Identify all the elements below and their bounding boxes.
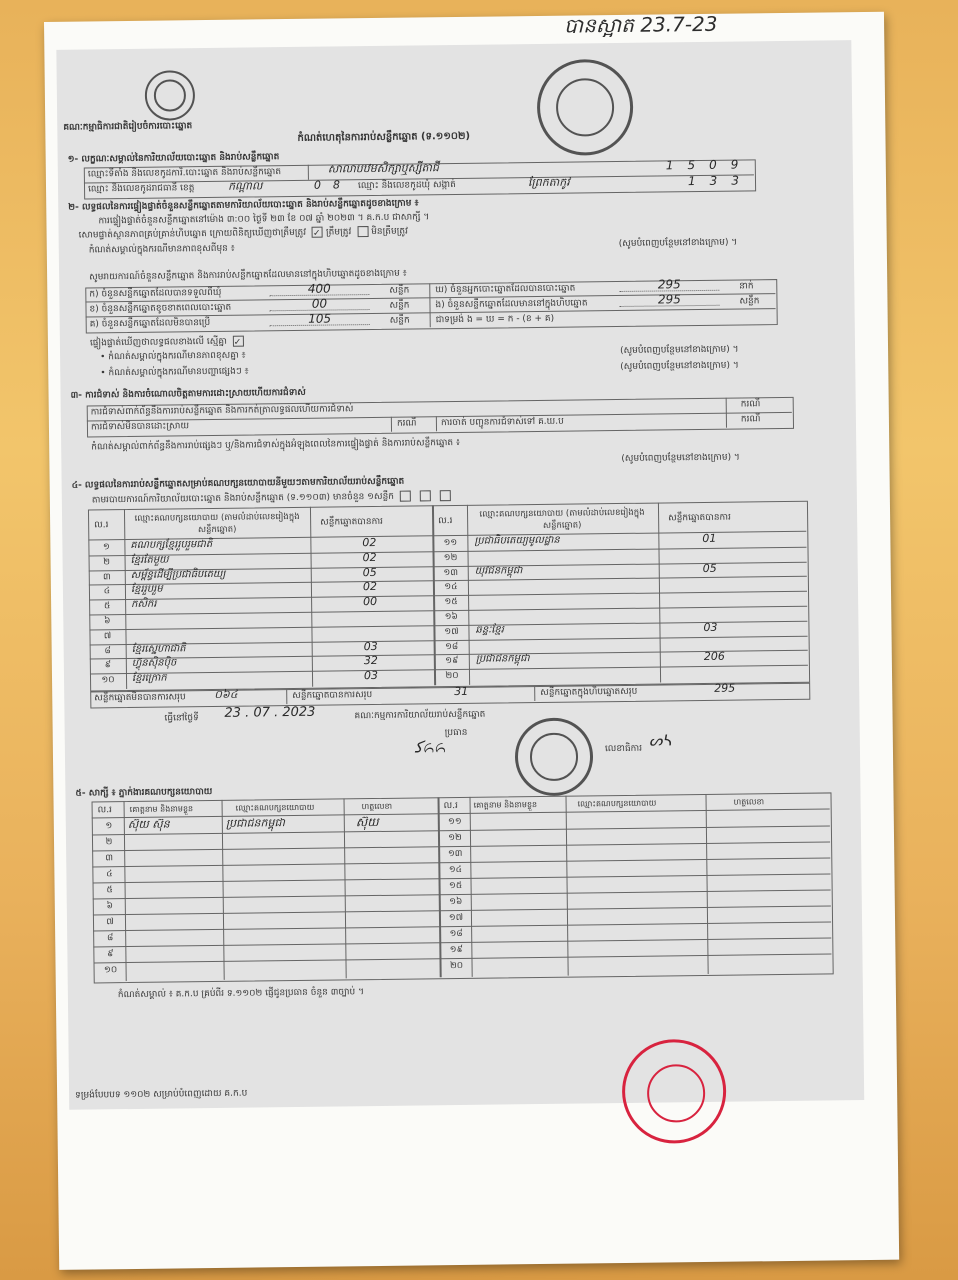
checkbox-no[interactable] (357, 226, 368, 237)
party-row-no: ៩ (104, 660, 112, 671)
witness-row-no: ៣ (105, 853, 114, 864)
witness-row-no: ១៥ (448, 880, 463, 892)
count-gho-unit: នាក់ (739, 281, 754, 292)
section2-line1: ការផ្ទៀងផ្ទាត់ចំនួនសន្លឹកឆ្នោតនៅម៉ោង ៣:០០ ថ្ងៃទី ២៣ ខែ ០៧ ឆ្នាំ ២០២៣ ។ គ.ក.ប ជាសាក្សី ។ (98, 212, 430, 227)
objection-row1-case: ករណី (740, 399, 761, 410)
party-row-no: ១៩ (445, 656, 459, 667)
photocopy-area (56, 40, 864, 1110)
ministry-name: គណៈកម្មាធិការជាតិរៀបចំការបោះឆ្នោត (63, 121, 193, 133)
party-row-name: ខ្មែរក្រោក (131, 672, 167, 685)
checkbox-equal[interactable]: ✓ (233, 336, 244, 347)
count-ka-value: 400 (269, 282, 369, 296)
party-row-no: ១៦ (444, 611, 458, 623)
witness-row-no: ១៧ (448, 912, 464, 924)
province-value: កណ្តាល (227, 179, 263, 193)
witness-row-no: ១៣ (447, 848, 463, 860)
witness-row-no: ១២ (448, 832, 462, 844)
party-row-votes: 02 (362, 580, 378, 594)
witness-col-sign-right: ហត្ថលេខា (733, 797, 765, 807)
chair-signature: ﮐ᭖᭖ (414, 737, 446, 757)
witness-row-name: ស៊ុយ ស៊ុន (127, 817, 170, 832)
objection-row2b: ការចាត់ បញ្ជូនការជំទាស់ទៅ គ.ឃ.ប (440, 416, 564, 429)
count-ngo-label: ង) ចំនួនសន្លឹកឆ្នោតដែលមាននៅក្នុងហិបឆ្នោត (435, 298, 588, 311)
witness-row-sign: ស៊ុយ (355, 814, 379, 830)
witness-row-no: ៥ (106, 885, 113, 896)
red-seal-icon (621, 1039, 726, 1144)
province-code: 08 (313, 178, 353, 192)
witness-row-no: ៧ (106, 917, 114, 928)
top-note: បានស្អាត 23.7-23 (563, 11, 718, 38)
section2-line2: សោមផ្ទាត់ស្ថានភាពគ្រប់គ្រាន់ហិបឆ្នោត ក្រោយពិនិត្យឃើញថាត្រឹមត្រូវ ✓ ត្រឹមត្រូវ មិនត្រឹមត្រូវ (78, 226, 409, 241)
party-row-name: ប្រជាជនកម្ពុជា (475, 653, 530, 666)
party-row-votes: 32 (363, 654, 378, 668)
witness-row-no: ១១ (447, 816, 462, 828)
party-row-name: ឆន្ទៈខ្មែរ (475, 624, 504, 636)
section2-bullet1: • កំណត់សម្គាល់ក្នុងករណីមានភាពខុសគ្នា ៖ (100, 350, 246, 363)
count-ko-value: 105 (270, 312, 370, 326)
col-party-right: ឈ្មោះគណបក្សនយោបាយ (តាមលំដាប់លេខរៀងក្នុងសន្លឹកឆ្នោត) (479, 507, 645, 531)
section2-hint: (សូមបំពេញបន្ថែមនៅខាងក្រោម) ។ (618, 237, 738, 249)
party-row-name: គណបក្សខ្មែររួបរួមជាតិ (130, 538, 213, 551)
col-party-left: ឈ្មោះគណបក្សនយោបាយ (តាមលំដាប់លេខរៀងក្នុងសន្លឹកឆ្នោត) (134, 511, 300, 536)
party-row-votes: 03 (703, 620, 718, 634)
witness-row-no: ៤ (106, 869, 113, 880)
party-row-votes: 00 (363, 595, 378, 609)
count-formula: ជាទម្រង់ ង = ឃ = ក - (ខ + គ) (435, 313, 555, 326)
total-bad-label: សន្លឹកឆ្នោតមិនបានការសរុប (94, 692, 186, 704)
party-row-votes: 01 (702, 531, 717, 545)
party-row-no: ១៤ (444, 582, 458, 593)
witness-col-no-right: ល.រ (443, 801, 458, 812)
witness-row-no: ១៩ (449, 944, 464, 956)
sign-office: គណៈកម្មការការិយាល័យរាប់សន្លឹកឆ្នោត (354, 709, 486, 722)
party-row-name: យុវជនកម្ពុជា (474, 564, 523, 577)
count-kha-label: ខ) ចំនួនសន្លឹកឆ្នោតខូចខាតពេលបោះឆ្នោត (89, 302, 232, 315)
section3-title: ៣- ការជំទាស់ និងការចំណោលចិត្តតាមការដោះស្រាយហើយការជំទាស់ (70, 387, 306, 401)
section2-bullet2-hint: (សូមបំពេញបន្ថែមនៅខាងក្រោម) ។ (620, 360, 739, 372)
count-gho-label: ឃ) ចំនួនអ្នកបោះឆ្នោតដែលបានបោះឆ្នោត (435, 283, 576, 296)
witness-row-no: ១៦ (449, 896, 463, 908)
office-seal-icon (537, 59, 634, 156)
footer-note: កំណត់សម្គាល់ ៖ គ.ក.ប គ្រប់ពីរ ទ.១១០២ ផ្ញើជូនប្រធាន ចំនួន ៣ច្បាប់ ។ (117, 987, 365, 1001)
section3-hint: (សូមបំពេញបន្ថែមនៅខាងក្រោម) ។ (621, 452, 740, 464)
witness-row-no: ២ (105, 837, 113, 848)
footer-form: ទម្រង់បែបបទ ១១០២ សម្រាប់បំពេញដោយ គ.ក.ប (75, 1088, 248, 1101)
party-row-no: ៣ (102, 571, 111, 582)
witness-row-no: ១៤ (448, 864, 463, 876)
site-value: សាលាបឋមសិក្សាឬស្សីតាជី (327, 161, 440, 176)
party-row-name: ប្រជាធិបតេយ្យមូលដ្ឋាន (474, 534, 560, 547)
objection-row1: ការជំទាស់ពាក់ព័ន្ធនឹងការរាប់សន្លឹកឆ្នោត និងការកត់ត្រាលទ្ធផលហើយការជំទាស់ (90, 404, 354, 418)
party-row-no: ១២ (443, 552, 458, 563)
total-box-value: 295 (714, 681, 736, 695)
col-no-right: ល.រ (438, 516, 453, 527)
site-code: 1509 (665, 157, 753, 173)
party-row-no: ២០ (445, 671, 459, 682)
count-ko-unit: សន្លឹក (389, 315, 410, 326)
section2-title: ២- លទ្ធផលនៃការផ្ទៀងផ្ទាត់ចំនួនសន្លឹកឆ្នោតតាមការិយាល័យបោះឆ្នោត និងរាប់សន្លឹកឆ្នោតដូចខាងក្រោម ៖ (68, 198, 419, 213)
party-row-no: ៦ (104, 616, 111, 627)
party-row-votes: 05 (362, 565, 377, 579)
total-good-value: 31 (454, 684, 469, 699)
party-row-votes: 03 (363, 669, 379, 683)
paper-sheet (44, 12, 899, 1270)
count-kha-unit: សន្លឹក (389, 300, 410, 311)
party-row-no: ១៥ (444, 597, 458, 608)
section4-title: ៤- លទ្ធផលនៃការរាប់សន្លឹកឆ្នោតសម្រាប់គណបក្សនយោបាយនីមួយៗតាមការិយាល័យរាប់សន្លឹកឆ្នោត (71, 476, 405, 491)
party-row-no: ១៧ (444, 626, 459, 637)
count-ka-label: ក) ចំនួនសន្លឹកឆ្នោតដែលបានទទួលពីឃុំ (89, 287, 222, 300)
party-row-votes: 03 (363, 639, 378, 653)
col-votes-right: សន្លឹកឆ្នោតបានការ (668, 512, 732, 524)
section2-check: ផ្ទៀងផ្ទាត់ឃើញថាលទ្ធផលខាងលើ ស្មើគ្នា ✓ (90, 336, 247, 350)
chair-label: ប្រធាន (444, 727, 468, 739)
party-row-votes: 02 (362, 535, 377, 550)
witness-row-no: ២០ (449, 960, 464, 972)
col-no-left: ល.រ (94, 520, 109, 531)
party-row-no: ៥ (103, 601, 111, 612)
party-row-name: ខ្មែរស្នេហាជាតិ (131, 642, 186, 655)
witness-row-no: ១០ (103, 965, 118, 976)
party-row-name: ហ៊្វុនស៊ិនប៉ិច (131, 657, 177, 670)
witness-col-no-left: ល.រ (97, 805, 112, 816)
party-row-no: ១៣ (443, 567, 459, 578)
witness-row-no: ១ (105, 821, 113, 832)
checkbox-yes[interactable]: ✓ (312, 227, 323, 238)
count-gho-value: 295 (619, 278, 719, 292)
section2-note: កំណត់សម្គាល់ក្នុងករណីមានភាពខុសពីមុន ៖ (88, 243, 235, 256)
party-row-no: ១០ (101, 675, 115, 686)
witness-col-name-right: គោត្តនាម និងនាមខ្លួន (473, 800, 538, 810)
date-prefix: ធ្វើនៅថ្ងៃទី (164, 713, 199, 724)
party-row-no: ៧ (103, 631, 112, 642)
witness-row-no: ៦ (106, 901, 114, 912)
emblem-icon (145, 70, 196, 121)
section2-bullet2: • កំណត់សម្គាល់ក្នុងករណីមានបញ្ហាផ្សេងៗ ៖ (100, 366, 249, 379)
site-label: ឈ្មោះទីតាំង និងលេខកូដការិ.បោះឆ្នោត និងរាប់សន្លឹកឆ្នោត (87, 167, 282, 180)
party-row-votes: 02 (362, 550, 377, 564)
secretary-label: លេខាធិការ (604, 743, 643, 755)
committee-seal-icon (515, 717, 594, 796)
witness-col-party-right: ឈ្មោះគណបក្សនយោបាយ (577, 798, 657, 809)
section2-bullet1-hint: (សូមបំពេញបន្ថែមនៅខាងក្រោម) ។ (620, 344, 739, 356)
section4-intro: តាមរបាយការណ៍ការិយាល័យបោះឆ្នោត និងរាប់សន្លឹកឆ្នោត (ទ.១១០៣) មានចំនួន ១សន្លឹក (92, 490, 454, 506)
section5-title: ៥- សាក្សី ៖ ភ្នាក់ងារគណបក្សនយោបាយ (75, 787, 213, 799)
party-row-no: ១ (102, 542, 110, 553)
party-row-votes: 05 (702, 561, 717, 575)
party-row-name: កសិករ (131, 598, 157, 611)
party-row-name: ខ្មែររួបរួម (130, 583, 163, 596)
party-row-no: ១៨ (445, 641, 459, 652)
party-row-name: ខ្មែរតែមួយ (130, 554, 169, 566)
witness-row-no: ៨ (106, 933, 114, 944)
commune-label: ឈ្មោះ និងលេខកូដឃុំ សង្កាត់ (357, 179, 456, 192)
party-row-no: ៨ (104, 645, 111, 656)
col-votes-left: សន្លឹកឆ្នោតបានការ (320, 516, 384, 528)
witness-row-party: ប្រជាជនកម្ពុជា (225, 816, 286, 830)
witness-row-no: ៩ (107, 949, 114, 960)
count-ko-label: គ) ចំនួនសន្លឹកឆ្នោតដែលមិនបានប្រើ (89, 317, 211, 330)
count-kha-value: 00 (269, 297, 369, 311)
party-row-no: ១១ (443, 537, 458, 549)
party-row-no: ៤ (103, 586, 111, 597)
commune-value: ព្រែកតាកូវ (527, 175, 570, 190)
count-ka-unit: សន្លឹក (389, 285, 410, 296)
party-row-votes: 206 (703, 650, 725, 664)
witness-row-no: ១៨ (449, 928, 463, 940)
objection-row2-case: ករណី (396, 418, 417, 429)
total-bad-value: ០៦៤ (214, 687, 238, 701)
province-label: ឈ្មោះ និងលេខកូដរាជធានី ខេត្ត (87, 183, 195, 195)
section2-intro: សូមរាយការណ៍ចំនួនសន្លឹកឆ្នោត និងការរាប់សន្លឹកឆ្នោតដែលមាននៅក្នុងហិបឆ្នោតដូចខាងក្រោម ៖ (89, 268, 407, 283)
count-ngo-unit: សន្លឹក (739, 296, 760, 307)
section1-title: ១- លក្ខណៈសម្គាល់នៃការិយាល័យបោះឆ្នោត និងរាប់សន្លឹកឆ្នោត (67, 152, 280, 165)
party-row-name: សម្ព័ន្ធដើម្បីប្រជាធិបតេយ្យ (130, 568, 226, 581)
count-ngo-value: 295 (619, 293, 719, 307)
objection-row2: ការជំទាស់មិនបានដោះស្រាយ (90, 421, 190, 433)
objection-row2b-case: ករណី (740, 414, 761, 425)
commune-code: 133 (687, 173, 753, 189)
date-value: 23 . 07 . 2023 (224, 704, 316, 721)
witness-col-name-left: គោត្តនាម និងនាមខ្លួន (129, 804, 194, 815)
total-box-label: សន្លឹកឆ្នោតក្នុងហិបឆ្នោតសរុប (540, 686, 638, 698)
form-title: កំណត់ហេតុនៃការរាប់សន្លឹកឆ្នោត (ទ.១១០២) (297, 130, 471, 144)
section3-note: កំណត់សម្គាល់ពាក់ព័ន្ធនឹងការរាប់ផ្សេងៗ ឬ/និងការជំទាស់ក្នុងអំឡុងពេលនៃការផ្ទៀងផ្ទាត់ និងការរាប់សន្លឹកឆ្នោត ៖ (91, 437, 461, 453)
witness-col-sign-left: ហត្ថលេខា (361, 801, 393, 812)
witness-col-party-left: ឈ្មោះគណបក្សនយោបាយ (235, 802, 315, 813)
secretary-signature: ᔕᓴ (649, 731, 673, 750)
party-row-no: ២ (103, 557, 111, 568)
total-good-label: សន្លឹកឆ្នោតបានការសរុប (292, 690, 373, 702)
